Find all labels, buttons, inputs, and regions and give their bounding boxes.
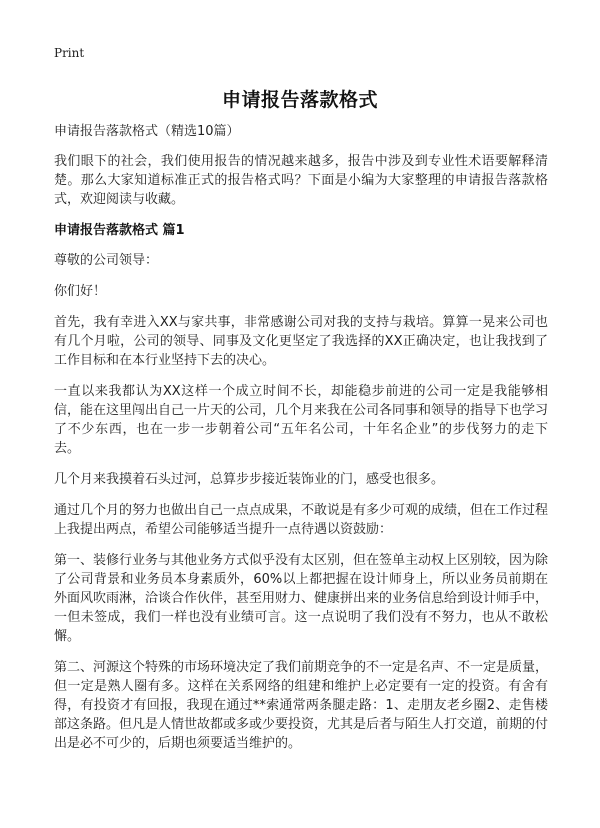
body-paragraph: 一直以来我都认为XX这样一个成立时间不长，却能稳步前进的公司一定是我能够相信，能在这里闯出自己一片天的公司，几个月来我在公司各同事和领导的指导下也学习了不少东西，也在一步一步朝着公司“五年名公司，十年名企业”的步伐努力的走下去。 xyxy=(54,384,549,456)
body-paragraph: 通过几个月的努力也做出自己一点点成果，不敢说是有多少可观的成绩，但在工作过程上我提出两点，希望公司能够适当提升一点待遇以资鼓励： xyxy=(54,503,549,537)
section-heading: 申请报告落款格式 篇1 xyxy=(54,223,185,238)
intro-paragraph: 我们眼下的社会，我们使用报告的情况越来越多，报告中涉及到专业性术语要解释清楚。那么大家知道标准正式的报告格式吗？下面是小编为大家整理的申请报告落款格式，欢迎阅读与收藏。 xyxy=(54,154,548,207)
article-body xyxy=(54,122,548,765)
body-paragraph: 第一、装修行业务与其他业务方式似乎没有太区别，但在签单主动权上区别较，因为除了公司背景和业务员本身素质外，60%以上都把握在设计师身上，所以业务员前期在外面风吹雨淋，洽谈合作伙伴，甚至用财力、健康拼出来的业务信息给到设计师手中，一但未签成，我们一样也没有业绩可言。这一点说明了我们没有不努力，也从不敢松懈。 xyxy=(54,553,549,644)
greeting: 你们好！ xyxy=(54,284,107,299)
page-title: 申请报告落款格式 xyxy=(221,89,378,111)
body-paragraph: 首先，我有幸进入XX与家共事，非常感谢公司对我的支持与栽培。算算一晃来公司也有几个月啦，公司的领导、同事及文化更坚定了我选择的XX正确决定，也让我找到了工作目标和在本行业坚持下去的决心。 xyxy=(54,315,548,368)
print-link[interactable]: Print xyxy=(54,46,85,60)
article-subtitle: 申请报告落款格式（精选10篇） xyxy=(54,124,240,139)
body-paragraph: 第二、河源这个特殊的市场环境决定了我们前期竞争的不一定是名声、不一定是质量，但一定是熟人圈有多。这样在关系网络的组建和维护上必定要有一定的投资。有舍有得，有投资才有回报，我现在通过**索通常两条腿走路：1、走朋友老乡圈2、走售楼部这条路。但凡是人情世故都或多或少要投资，尤其是后者与陌生人打交道，前期的付出是必不可少的，后期也须要适当维护的。 xyxy=(54,660,549,751)
body-paragraph: 几个月来我摸着石头过河，总算步步接近装饰业的门，感受也很多。 xyxy=(54,472,445,487)
salutation: 尊敬的公司领导： xyxy=(54,253,159,268)
